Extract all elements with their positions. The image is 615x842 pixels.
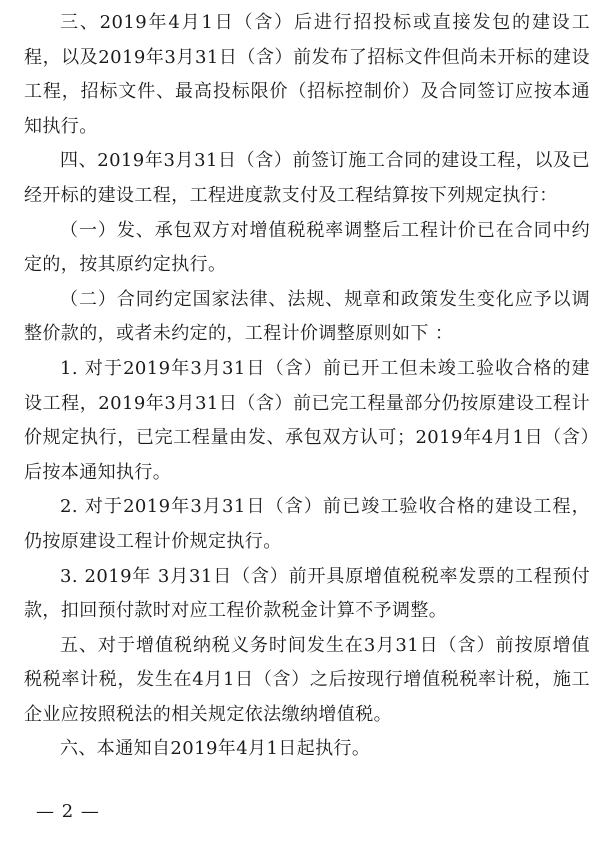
paragraph-item-5: 五、对于增值税纳税义务时间发生在3月31日（含）前按原增值税税率计税，发生在4月1日（含）之后按现行增值税税率计税，施工企业应按照税法的相关规定依法缴纳增值税。 bbox=[24, 634, 590, 725]
document-body bbox=[24, 6, 590, 767]
paragraph-subitem-1: （一）发、承包双方对增值税税率调整后工程计价已在合同中约定的，按其原约定执行。 bbox=[24, 219, 590, 276]
paragraph-clause-2: 2. 对于2019年3月31日（含）前已竣工验收合格的建设工程，仍按原建设工程计价规定执行。 bbox=[24, 496, 590, 552]
paragraph-clause-1: 1. 对于2019年3月31日（含）前已开工但未竣工验收合格的建设工程，2019年3月31日（含）前已完工程量部分仍按原建设工程计价规定执行，已完工程量由发、承包双方认可；2019年4月1日（含）后按本通知执行。 bbox=[24, 357, 590, 483]
paragraph-clause-3: 3. 2019年 3月31日（含）前开具原增值税税率发票的工程预付款，扣回预付款时对应工程价款税金计算不予调整。 bbox=[24, 565, 590, 622]
paragraph-subitem-2: （二）合同约定国家法律、法规、规章和政策发生变化应予以调整价款的，或者未约定的，工程计价调整原则如下 ： bbox=[24, 288, 590, 345]
page-number: — 2 — bbox=[36, 801, 100, 822]
paragraph-item-4: 四、2019年3月31日（含）前签订施工合同的建设工程，以及已经开标的建设工程，工程进度款支付及工程结算按下列规定执行： bbox=[24, 150, 590, 206]
paragraph-item-3: 三、2019年4月1日（含）后进行招投标或直接发包的建设工程，以及2019年3月31日（含）前发布了招标文件但尚未开标的建设工程，招标文件、最高投标限价（招标控制价）及合同签订应按本通知执行。 bbox=[24, 12, 590, 137]
paragraph-item-6: 六、本通知自2019年4月1日起执行。 bbox=[60, 738, 371, 760]
